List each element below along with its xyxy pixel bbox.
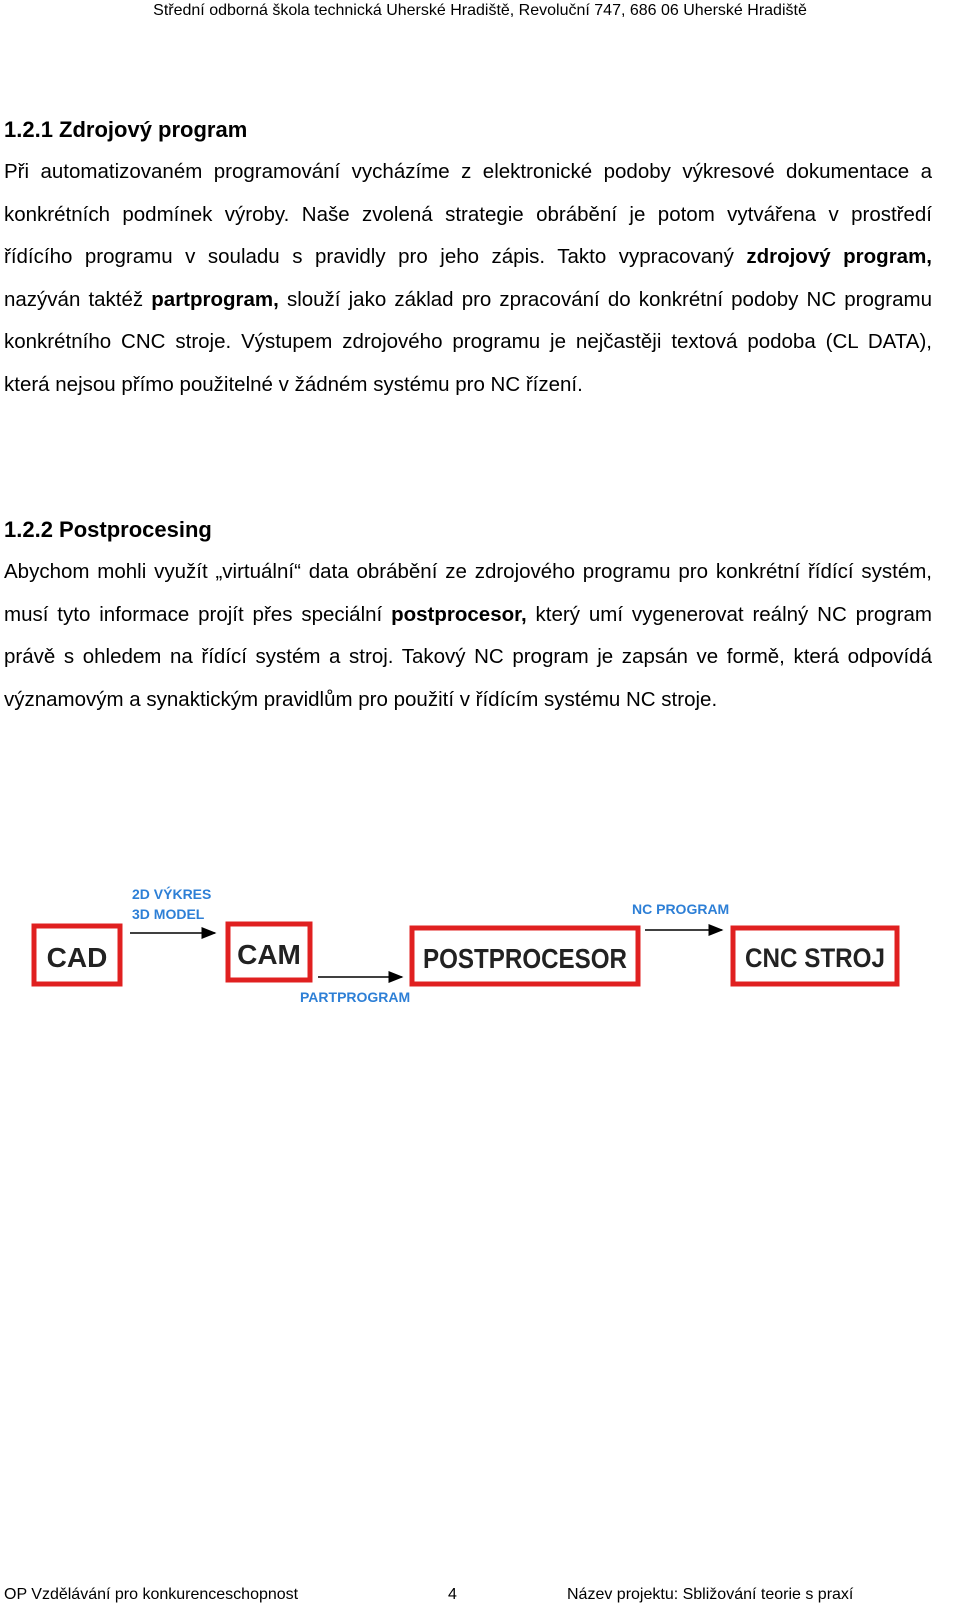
cad-box-label: CAD <box>46 942 108 973</box>
label-2d-vykres: 2D VÝKRES <box>132 886 212 902</box>
text-run: nazýván taktéž <box>4 287 152 311</box>
footer-project-name: Název projektu: Sbližování teorie s praxí <box>567 1586 854 1603</box>
text-run: Při automatizovaném programování vycházíme z elektronické podoby výkresové dokumentace a konkrétních podmínek výroby. Naše zvolená strategie obrábění je potom vytvářena v prostředí řídícího programu v souladu s pravidly pro jeho zápis. Takto vypracovaný <box>4 160 932 268</box>
paragraph-zdrojovy-program <box>4 151 932 406</box>
cnc-stroj-box <box>733 928 897 984</box>
page-footer <box>0 1585 960 1609</box>
postprocesor-box <box>412 928 638 984</box>
footer-program-name: OP Vzdělávání pro konkurenceschopnost <box>4 1586 299 1603</box>
label-3d-model: 3D MODEL <box>132 906 205 922</box>
bold-term-zdrojovy-program: zdrojový program, <box>746 245 932 268</box>
section-heading-postprocesing: 1.2.2 Postprocesing <box>4 517 212 542</box>
cam-box <box>228 924 310 980</box>
cad-cam-flow-diagram <box>0 870 960 1030</box>
bold-term-partprogram: partprogram, <box>151 287 279 311</box>
text-run: slouží jako základ pro zpracování do konkrétní podoby NC programu konkrétního CNC stroje. Výstupem zdrojového programu je nejčastěji textová podoba (CL DATA), která nejsou přímo použitelné v žádném systému pro NC řízení. <box>4 287 932 396</box>
page-header: Střední odborná škola technická Uherské Hradiště, Revoluční 747, 686 06 Uherské Hradiště <box>153 2 807 19</box>
page-number: 4 <box>448 1586 457 1603</box>
postprocesor-box-label: POSTPROCESOR <box>423 943 627 974</box>
section-heading-zdrojovy-program: 1.2.1 Zdrojový program <box>4 117 248 142</box>
label-partprogram: PARTPROGRAM <box>300 989 411 1005</box>
cnc-stroj-box-label: CNC STROJ <box>745 943 885 973</box>
cam-box-label: CAM <box>237 939 301 970</box>
label-nc-program: NC PROGRAM <box>632 901 730 917</box>
paragraph-postprocesing <box>4 551 932 721</box>
text-run: Abychom mohli využít „virtuální“ data obrábění ze zdrojového programu pro konkrétní řídící systém, musí tyto informace projít přes speciální <box>4 560 932 626</box>
cad-box <box>34 926 120 984</box>
bold-term-postprocesor: postprocesor, <box>391 602 527 626</box>
text-run: který umí vygenerovat reálný NC program právě s ohledem na řídící systém a stroj. Takový NC program je zapsán ve formě, která odpovídá významovým a synaktickým pravidlům pro použití v řídícím systému NC stroje. <box>4 602 932 711</box>
